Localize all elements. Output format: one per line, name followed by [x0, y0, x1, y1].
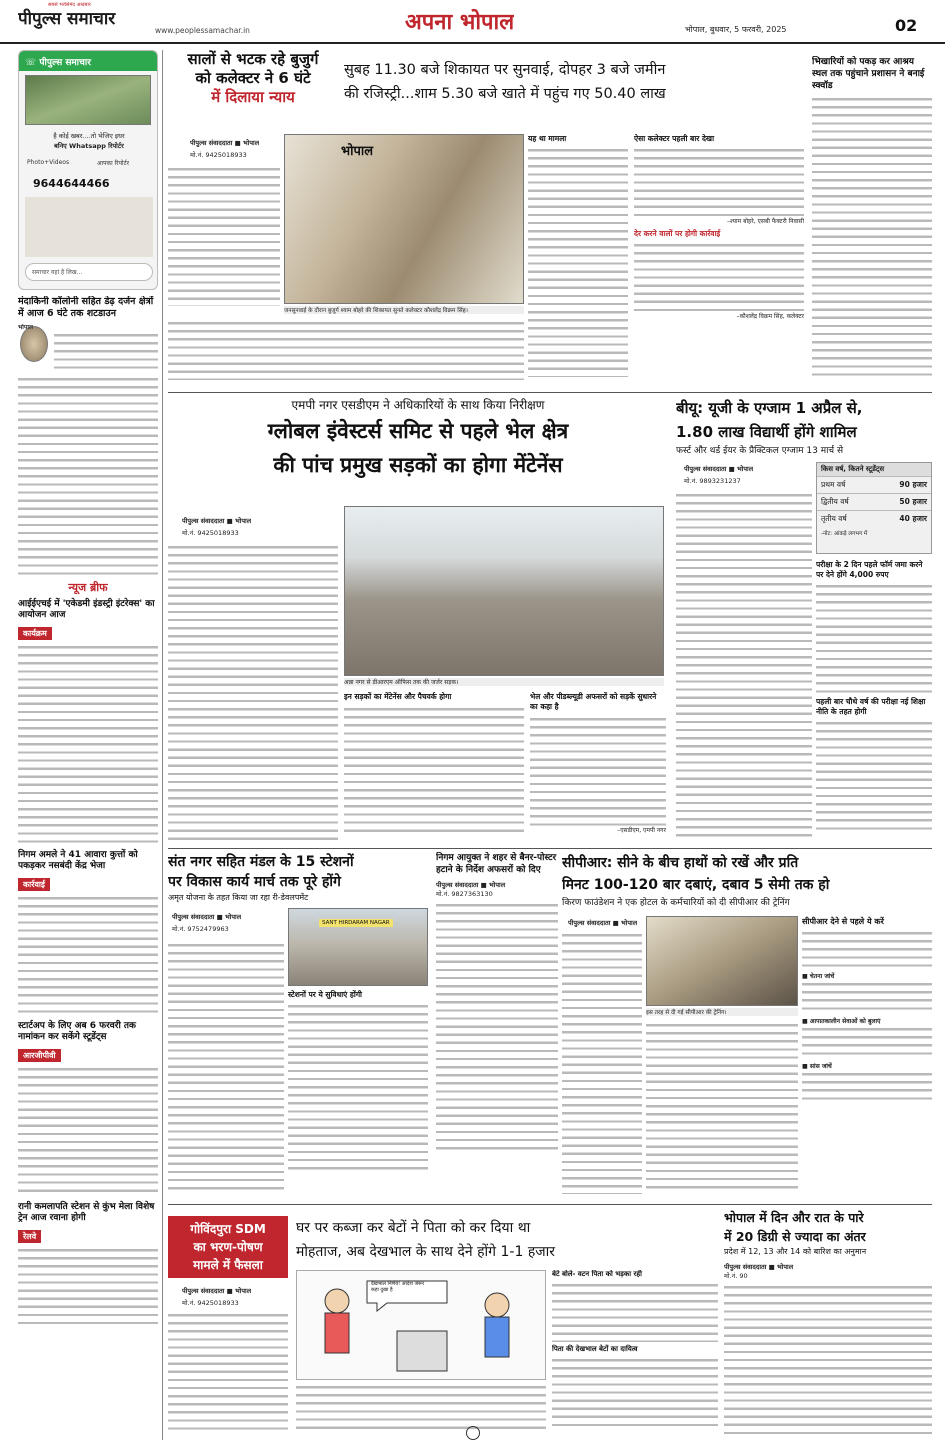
sdm-headline — [296, 1216, 716, 1264]
bu-reporter: पीपुल्स संवाददाता — [684, 465, 727, 473]
banner-mobile: मो.नं. 9827363130 — [436, 890, 493, 898]
ad-placeholder: समाचार यहां है लिख... — [32, 269, 83, 276]
story1-side-1: यह था मामला — [528, 134, 567, 143]
story1-quote: –श्याम बोहरे, एसबी फैक्टरी निवासी — [727, 218, 804, 225]
story1-city: भोपाल — [243, 139, 260, 147]
bu-table-year: प्रथम वर्ष — [821, 480, 846, 489]
cpr-item-1-text: चेतना जांचें — [809, 973, 835, 980]
cpr-caption: इस तरह से दी गई सीपीआर की ट्रेनिंग। — [646, 1008, 798, 1016]
story1-byline: पीपुल्स संवाददाता ■ भोपाल — [190, 139, 260, 147]
story1-reporter: पीपुल्स संवाददाता — [190, 139, 233, 147]
gis-body — [168, 544, 338, 840]
cpr-item-2: ■ आपातकालीन सेवाओं को बुलाएं — [802, 1018, 881, 1025]
story1-body-2 — [168, 320, 524, 380]
power-list — [18, 376, 158, 576]
weather-reporter: पीपुल्स संवाददाता — [724, 1263, 767, 1271]
gis-box-2-body — [530, 716, 666, 826]
sdm-box-1: गोविंदपुरा SDM — [190, 1222, 266, 1236]
gis-byline: पीपुल्स संवाददाता ■ भोपाल — [182, 517, 252, 525]
registration-mark-top — [466, 1426, 480, 1440]
ad-brand: पीपुल्स समाचार — [39, 58, 91, 68]
brief4-body — [18, 1247, 158, 1327]
story1-side-body — [528, 147, 628, 377]
weather-mobile: मो.नं. 90 — [724, 1272, 748, 1280]
bu-table-count: 50 हजार — [899, 497, 927, 506]
collector-story — [168, 50, 808, 390]
story1-headline-1: सालों से भटक रहे बुजुर्ग — [187, 50, 319, 68]
gis-box-2 — [530, 692, 666, 842]
sdm-side-2: पिता की देखभाल बेटों का दायित्व — [552, 1345, 638, 1353]
story1-banner-1: सुबह 11.30 बजे शिकायत पर सुनवाई, दोपहर 3 बजे जमीन — [344, 62, 666, 78]
sdm-box-2: का भरण-पोषण — [193, 1240, 263, 1254]
story1-caption: जनसुनवाई के दौरान बुजुर्ग श्याम बोहरे की शिकायत सुनते कलेक्टर कौशलेंद्र विक्रम सिंह। — [284, 306, 524, 314]
brand-tagline: सबसे भरोसेमंद अखबार — [48, 2, 91, 8]
bu-subhead: फर्स्ट और थर्ड ईयर के प्रैक्टिकल एग्जाम 13 मार्च से — [676, 446, 844, 456]
weather-headline-2: में 20 डिग्री से ज्यादा का अंतर — [724, 1229, 866, 1244]
story1-headline-3: में दिलाया न्याय — [211, 88, 295, 106]
sdm-box — [168, 1216, 288, 1278]
bu-table-year: द्वितीय वर्ष — [821, 497, 849, 506]
weather-body — [724, 1284, 932, 1434]
sdm-byline: पीपुल्स संवाददाता ■ भोपाल — [182, 1287, 252, 1295]
ad-phone[interactable]: 9644644466 — [33, 177, 110, 190]
phone-icon: ☏ — [25, 58, 37, 68]
sdm-headline-2: मोहताज, अब देखभाल के साथ देने होंगे 1-1 हजार — [296, 1244, 555, 1260]
story1-headline-block — [168, 50, 338, 130]
beggars-story — [812, 56, 932, 386]
bu-sub1 — [816, 560, 932, 830]
stations-mobile: मो.नं. 9752479963 — [172, 925, 229, 933]
banner-headline: निगम आयुक्त ने शहर से बैनर-पोस्टर हटाने के निर्देश अफसरों को दिए — [436, 853, 557, 875]
cpr-item-3-text: सांस जांचें — [809, 1063, 832, 1070]
masthead — [0, 0, 945, 44]
story1-photo — [284, 134, 524, 304]
bu-sub2-body — [816, 720, 932, 830]
cpr-box-title: सीपीआर देने से पहले ये करें — [802, 917, 884, 926]
bu-table-note: -नोट: आंकड़े लगभग में — [821, 531, 868, 537]
banner-reporter: पीपुल्स संवाददाता — [436, 881, 479, 889]
story1-headline-2: को कलेक्टर ने 6 घंटे — [195, 69, 311, 87]
sdm-box-3: मामले में फैसला — [193, 1258, 263, 1272]
story1-banner — [344, 58, 808, 118]
cpr-item-3: ■ सांस जांचें — [802, 1063, 832, 1070]
beggars-body — [812, 96, 932, 376]
power-city: भोपाल — [18, 324, 34, 331]
bu-table-count: 40 हजार — [899, 514, 927, 523]
gis-mobile: मो.नं. 9425018933 — [182, 529, 239, 537]
gis-headline-1: ग्लोबल इंवेस्टर्स समिट से पहले भेल क्षेत्र — [267, 419, 569, 443]
story1-side-b — [634, 134, 804, 384]
brief2-body — [18, 895, 158, 1015]
cpr-item-2-body — [802, 1026, 932, 1060]
gis-caption: अन्ना नगर से डीआरएम ऑफिस तक की जर्जर सड़क। — [344, 678, 664, 686]
whatsapp-ad[interactable] — [18, 50, 158, 290]
brief2-headline: निगम अमले ने 41 आवारा कुत्तों को पकड़कर नसबंदी केंद्र भेजा — [18, 850, 138, 871]
gis-reporter: पीपुल्स संवाददाता — [182, 517, 225, 525]
story1-side2-body — [634, 147, 804, 217]
sdm-side — [552, 1270, 718, 1430]
stations-board: SANT HIRDARAM NAGAR — [319, 919, 393, 927]
sdm-mobile: मो.नं. 9425018933 — [182, 1299, 239, 1307]
story1-side-3: देर करने वालों पर होगी कार्रवाई — [634, 229, 721, 238]
cpr-item-2-text: आपातकालीन सेवाओं को बुलाएं — [809, 1018, 881, 1025]
stations-reporter: पीपुल्स संवाददाता — [172, 913, 215, 921]
weather-headline-1: भोपाल में दिन और रात के पारे — [724, 1210, 864, 1225]
news-brief-title: न्यूज ब्रीफ — [68, 581, 108, 594]
brand-name: पीपुल्स समाचार — [18, 9, 116, 29]
ad-message-input[interactable] — [25, 263, 153, 281]
cpr-headline-1: सीपीआर: सीने के बीच हाथों को रखें और प्रति — [562, 855, 799, 871]
sdm-story — [168, 856, 718, 1436]
weather-story — [724, 1208, 932, 1438]
bu-body — [676, 492, 812, 842]
power-headline: मंदाकिनी कॉलोनी सहित डेढ़ दर्जन क्षेत्रों में आज 6 घंटे तक शटडाउन — [18, 296, 154, 319]
news-brief-column — [18, 580, 158, 1440]
gis-headline-2: की पांच प्रमुख सड़कों का होगा मेंटेनेंस — [273, 453, 563, 477]
gis-box-1-title: इन सड़कों का मेंटेनेंस और पैचवर्क होगा — [344, 692, 452, 701]
bu-sub1-head: परीक्षा के 2 दिन पहले फॉर्म जमा करने पर देने होंगे 4,000 रुपए — [816, 560, 923, 579]
sdm-reporter: पीपुल्स संवाददाता — [182, 1287, 225, 1295]
story1-mobile: मो.नं. 9425018933 — [190, 151, 247, 159]
ad-media: Photo+Videos — [27, 159, 70, 166]
bu-mobile: मो.नं. 9893231237 — [684, 477, 741, 485]
left-column-rule — [162, 50, 163, 1440]
stations-subhead: अमृत योजना के तहत किया जा रहा री-डेवलपमेंट — [168, 893, 309, 902]
cpr-item-1: ■ चेतना जांचें — [802, 973, 835, 980]
ad-reporter: आपका रिपोर्टर — [97, 160, 130, 167]
bu-headline-1: बीयू: यूजी के एग्जाम 1 अप्रैल से, — [676, 399, 863, 417]
gis-city: भोपाल — [235, 517, 252, 525]
sdm-body-2 — [296, 1384, 546, 1432]
ad-chat-area — [25, 197, 153, 257]
cpr-subhead: किरण फाउंडेशन ने एक होटल के कर्मचारियों को दी सीपीआर की ट्रेनिंग — [562, 898, 790, 908]
bu-table-count: 90 हजार — [899, 480, 927, 489]
stations-headline-2: पर विकास कार्य मार्च तक पूरे होंगे — [168, 874, 341, 890]
beggars-headline: भिखारियों को पकड़ कर आश्रय स्थल तक पहुंचाने प्रशासन ने बनाई स्क्वॉड — [812, 57, 925, 91]
bu-headline-2: 1.80 लाख विद्यार्थी होंगे शामिल — [676, 423, 857, 441]
cpr-box-body — [802, 930, 932, 970]
brief4-headline: रानी कमलापति स्टेशन से कुंभ मेला विशेष ट्रेन आज रवाना होगी — [18, 1202, 155, 1223]
power-story — [18, 296, 158, 576]
cartoon-text: देखभाल निर्णय! आदेश जरूर कहा दुखा है — [371, 1281, 425, 1293]
weather-byline: पीपुल्स संवाददाता ■ भोपाल — [724, 1263, 794, 1271]
sdm-cartoon — [296, 1270, 546, 1380]
stations-byline: पीपुल्स संवाददाता ■ भोपाल — [172, 913, 242, 921]
gis-kicker: एमपी नगर एसडीएम ने अधिकारियों के साथ किया निरीक्षण — [291, 398, 545, 412]
bu-table-row — [817, 493, 931, 510]
gis-box-1 — [344, 692, 524, 842]
sdm-side-1: बेटे बोले- वटन पिता को भड़का रही — [552, 1270, 642, 1278]
gis-story — [168, 396, 668, 846]
cpr-headline-2: मिनट 100-120 बार दबाएं, दबाव 5 सेमी तक हो — [562, 877, 830, 893]
brief3-body — [18, 1066, 158, 1196]
bu-sub1-body — [816, 583, 932, 693]
bu-city: भोपाल — [737, 465, 754, 473]
bu-table-year: तृतीय वर्ष — [821, 514, 847, 523]
brief1-body — [18, 644, 158, 844]
banner-byline: पीपुल्स संवाददाता ■ भोपाल — [436, 881, 506, 889]
ad-line1: है कोई खबर....तो भेजिए इधर — [53, 132, 125, 140]
brief1-tag: कार्यक्रम — [18, 627, 52, 640]
weather-city: भोपाल — [777, 1263, 794, 1271]
brief3-headline: स्टार्टअप के लिए अब 6 फरवरी तक नामांकन कर सकेंगे स्टूडेंट्स — [18, 1021, 136, 1042]
stations-headline-1: संत नगर सहित मंडल के 15 स्टेशनों — [168, 854, 354, 870]
stations-facilities-title: स्टेशनों पर ये सुविधाएं होंगी — [288, 990, 362, 999]
sdm-side2-body — [552, 1357, 718, 1427]
section-rule-1 — [168, 392, 932, 393]
stations-city: भोपाल — [225, 913, 242, 921]
story1-body — [168, 166, 280, 306]
sdm-headline-1: घर पर कब्जा कर बेटों ने पिता को कर दिया था — [296, 1220, 531, 1236]
bu-table-title: किस वर्ष, कितने स्टूडेंट्स — [817, 463, 931, 476]
website[interactable]: www.peoplessamachar.in — [155, 26, 250, 35]
bu-byline: पीपुल्स संवाददाता ■ भोपाल — [684, 465, 754, 473]
cpr-city: भोपाल — [621, 919, 638, 927]
cpr-item-1-body — [802, 981, 932, 1015]
gis-box-2-title: भेल और पीडब्ल्यूडी अफसरों को सड़कें सुधारने का कहा है — [530, 692, 657, 711]
dateline: भोपाल, बुधवार, 5 फरवरी, 2025 — [685, 25, 787, 34]
bu-table-row — [817, 510, 931, 527]
bu-table — [816, 462, 932, 554]
ad-header — [19, 51, 157, 71]
cpr-reporter: पीपुल्स संवाददाता — [568, 919, 611, 927]
story1-side-2: ऐसा कलेक्टर पहली बार देखा — [634, 134, 715, 143]
cpr-item-3-body — [802, 1071, 932, 1105]
cpr-box — [802, 916, 932, 1196]
brief2-tag: कार्रवाई — [18, 878, 50, 891]
bu-table-rows — [817, 476, 931, 527]
gis-quote: –एसडीएम, एमपी नगर — [617, 827, 666, 834]
brief3-tag: आरजीपीवी — [18, 1049, 61, 1062]
weather-subhead: प्रदेश में 12, 13 और 14 को बारिश का अनुमान — [724, 1247, 867, 1256]
story1-quote2: –कौशलेंद्र विक्रम सिंह, कलेक्टर — [736, 313, 804, 320]
ad-photo — [25, 75, 151, 125]
gis-photo — [344, 506, 664, 676]
bu-table-row — [817, 476, 931, 493]
bu-story — [676, 396, 932, 846]
story1-photo-label: भोपाल — [341, 144, 374, 159]
brief4-tag: रेलवे — [18, 1230, 41, 1243]
gis-box-1-list — [344, 706, 524, 836]
page-number: 02 — [895, 16, 918, 35]
section-title: अपना भोपाल — [405, 10, 515, 35]
section-rule-2 — [168, 848, 932, 849]
ad-line2: बनिए Whatsapp रिपोर्टर — [54, 142, 124, 150]
sdm-body — [168, 1312, 288, 1432]
sdm-city: भोपाल — [235, 1287, 252, 1295]
power-body — [54, 332, 158, 372]
brief1-headline: आईईएचई में 'एकेडमी इंडस्ट्री इंटरेक्स' का आयोजन आज — [18, 599, 155, 620]
banner-city: भोपाल — [489, 881, 506, 889]
story1-side — [528, 134, 628, 384]
bu-sub2-head: पहली बार चौथे वर्ष की परीक्षा नई शिक्षा नीति के तहत होगी — [816, 697, 926, 716]
cpr-byline: पीपुल्स संवाददाता ■ भोपाल — [568, 919, 638, 927]
brand-logo — [18, 2, 148, 38]
sdm-side1-body — [552, 1282, 718, 1342]
story1-side3-body — [634, 242, 804, 312]
story1-banner-2: की रजिस्ट्री...शाम 5.30 बजे खाते में पहुंच गए 50.40 लाख — [344, 86, 666, 102]
